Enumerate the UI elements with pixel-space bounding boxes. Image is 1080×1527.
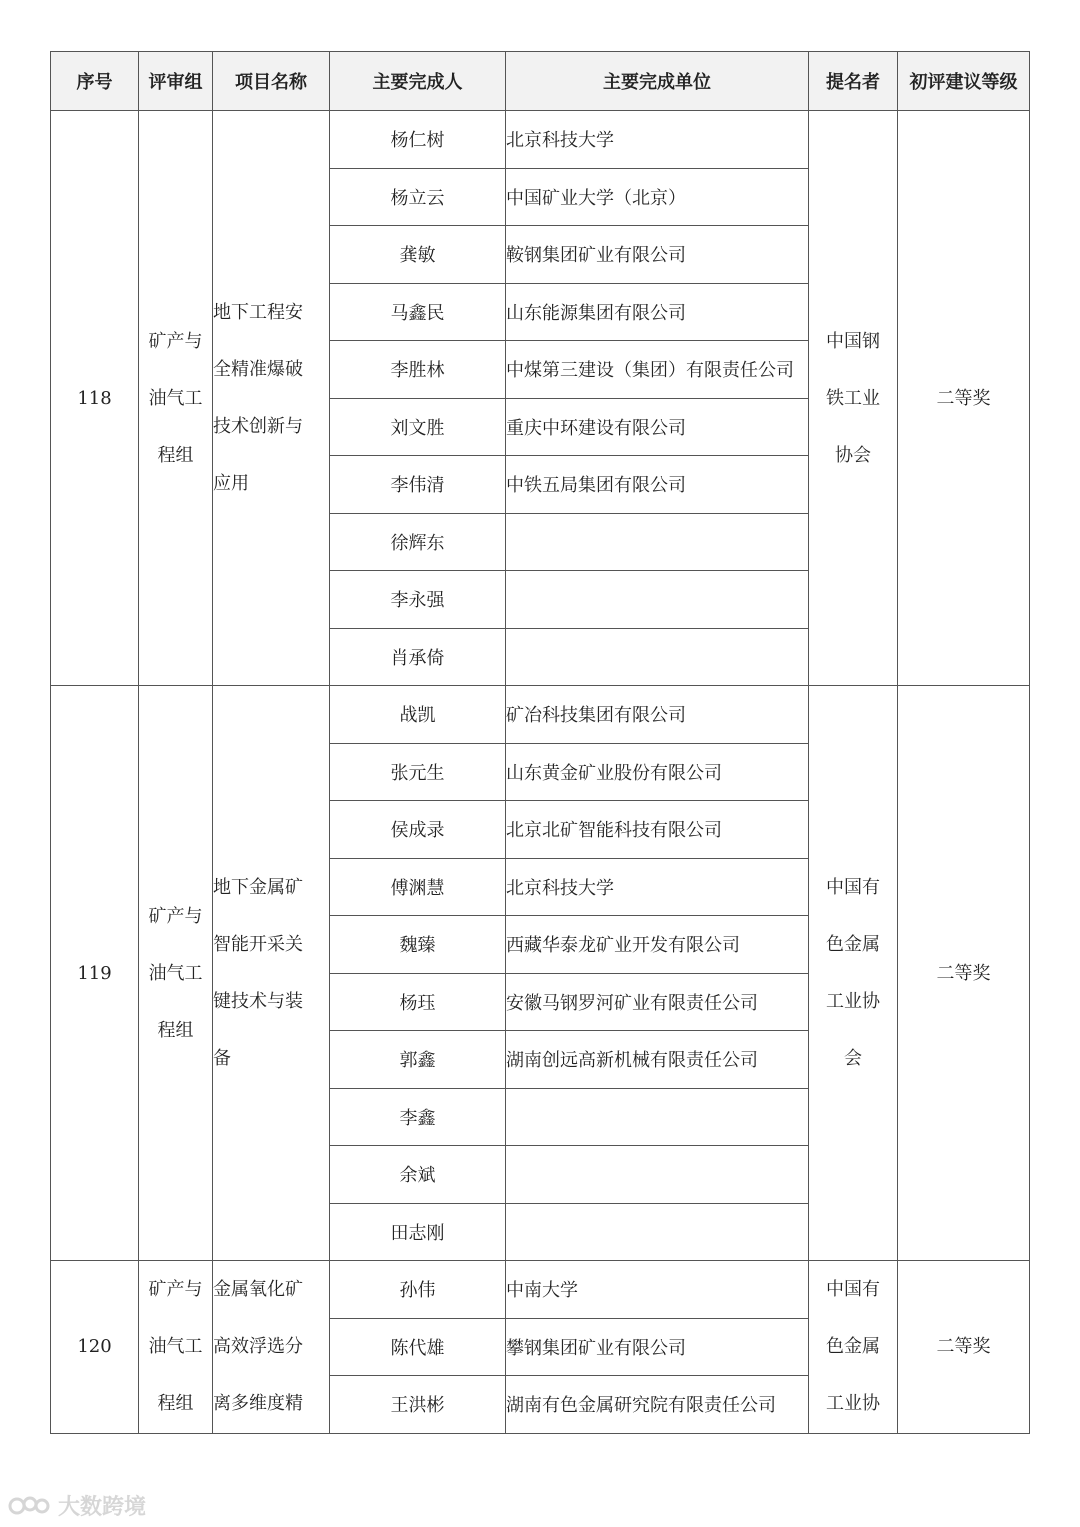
- nominator-line: 协会: [835, 444, 871, 466]
- project-name-line: 技术创新与: [213, 416, 303, 437]
- nominator-line: 会: [844, 1048, 862, 1069]
- project-name-line: 地下工程安: [213, 302, 303, 323]
- table-header: [51, 52, 1030, 111]
- main-unit: 矿冶科技集团有限公司: [506, 686, 809, 744]
- main-unit: 湖南创远高新机械有限责任公司: [506, 1031, 809, 1089]
- main-person: 杨珏: [330, 973, 506, 1031]
- project-name-line: 智能开采关: [213, 934, 303, 955]
- header-person: 主要完成人: [330, 52, 506, 111]
- main-person: 徐辉东: [330, 513, 506, 571]
- review-group-line: 程组: [157, 444, 194, 466]
- header-row: [51, 52, 1030, 111]
- main-unit: 中煤第三建设（集团）有限责任公司: [506, 341, 809, 399]
- main-unit: 鞍钢集团矿业有限公司: [506, 226, 809, 284]
- project-name-line: 金属氧化矿: [213, 1279, 303, 1301]
- nominator: [809, 686, 898, 1261]
- table-body: [51, 111, 1030, 1434]
- nominator: [809, 1261, 898, 1434]
- main-unit: 北京科技大学: [506, 858, 809, 916]
- project-number: 120: [51, 1261, 139, 1434]
- watermark: [8, 1490, 146, 1521]
- review-group-line: 矿产与: [148, 1279, 203, 1301]
- main-unit: 北京北矿智能科技有限公司: [506, 801, 809, 859]
- project-number: 119: [51, 686, 139, 1261]
- main-person: 李伟清: [330, 456, 506, 514]
- header-number: 序号: [51, 52, 139, 111]
- review-group-line: 矿产与: [148, 330, 203, 352]
- project-name: [213, 1261, 330, 1434]
- main-person: 李鑫: [330, 1088, 506, 1146]
- nominator-line: 工业协: [826, 991, 880, 1012]
- main-person: 田志刚: [330, 1203, 506, 1261]
- review-group-line: 油气工: [148, 387, 203, 409]
- project-number: 118: [51, 111, 139, 686]
- awards-table: [50, 51, 1030, 1434]
- main-person: 肖承倚: [330, 628, 506, 686]
- main-unit: [506, 1203, 809, 1261]
- main-unit: [506, 513, 809, 571]
- project-name-line: 备: [213, 1048, 231, 1069]
- project-name-line: 全精准爆破: [213, 359, 303, 380]
- nominator-line: 中国有: [826, 877, 880, 898]
- main-person: 侯成录: [330, 801, 506, 859]
- header-nominator: 提名者: [809, 52, 898, 111]
- main-unit: 山东黄金矿业股份有限公司: [506, 743, 809, 801]
- main-person: 龚敏: [330, 226, 506, 284]
- main-person: 杨仁树: [330, 111, 506, 169]
- watermark-text: 大数跨境: [58, 1495, 147, 1520]
- main-unit: 湖南有色金属研究院有限责任公司: [506, 1376, 809, 1434]
- main-person: 郭鑫: [330, 1031, 506, 1089]
- main-unit: 西藏华泰龙矿业开发有限公司: [506, 916, 809, 974]
- project-name-line: 应用: [213, 473, 249, 494]
- review-group-line: 程组: [157, 1019, 194, 1041]
- main-unit: 安徽马钢罗河矿业有限责任公司: [506, 973, 809, 1031]
- nominator-line: 工业协: [826, 1393, 880, 1415]
- main-person: 余斌: [330, 1146, 506, 1204]
- main-person: 陈代雄: [330, 1318, 506, 1376]
- review-group: [139, 1261, 213, 1434]
- project-name-line: 高效浮选分: [213, 1336, 303, 1358]
- project-name-line: 离多维度精: [213, 1393, 303, 1415]
- review-group-line: 油气工: [148, 1336, 203, 1358]
- main-person: 李胜林: [330, 341, 506, 399]
- review-group: [139, 686, 213, 1261]
- recommended-grade: 二等奖: [898, 1261, 1030, 1434]
- main-unit: [506, 1146, 809, 1204]
- header-project: 项目名称: [213, 52, 330, 111]
- review-group-line: 程组: [157, 1393, 194, 1415]
- main-unit: 山东能源集团有限公司: [506, 283, 809, 341]
- project-name: [213, 686, 330, 1261]
- table-row: [51, 686, 1030, 744]
- main-person: 李永强: [330, 571, 506, 629]
- main-person: 王洪彬: [330, 1376, 506, 1434]
- main-person: 马鑫民: [330, 283, 506, 341]
- nominator-line: 色金属: [826, 934, 880, 955]
- review-group: [139, 111, 213, 686]
- main-person: 杨立云: [330, 168, 506, 226]
- recommended-grade: 二等奖: [898, 111, 1030, 686]
- nominator: [809, 111, 898, 686]
- review-group-line: 油气工: [148, 962, 203, 984]
- main-unit: 攀钢集团矿业有限公司: [506, 1318, 809, 1376]
- nominator-line: 中国钢: [826, 330, 880, 352]
- main-person: 刘文胜: [330, 398, 506, 456]
- nominator-line: 中国有: [826, 1279, 880, 1301]
- table-row: [51, 1261, 1030, 1319]
- main-unit: 中南大学: [506, 1261, 809, 1319]
- header-group: 评审组: [139, 52, 213, 111]
- main-unit: 中国矿业大学（北京）: [506, 168, 809, 226]
- project-name: [213, 111, 330, 686]
- project-name-line: 键技术与装: [213, 991, 303, 1012]
- header-grade: 初评建议等级: [898, 52, 1030, 111]
- watermark-logo-icon: [8, 1493, 52, 1519]
- main-person: 张元生: [330, 743, 506, 801]
- main-person: 魏臻: [330, 916, 506, 974]
- nominator-line: 铁工业: [826, 387, 880, 409]
- main-unit: 中铁五局集团有限公司: [506, 456, 809, 514]
- nominator-line: 色金属: [826, 1336, 880, 1358]
- main-unit: [506, 628, 809, 686]
- main-person: 孙伟: [330, 1261, 506, 1319]
- table-row: [51, 111, 1030, 169]
- header-unit: 主要完成单位: [506, 52, 809, 111]
- recommended-grade: 二等奖: [898, 686, 1030, 1261]
- main-unit: 北京科技大学: [506, 111, 809, 169]
- main-person: 傅渊慧: [330, 858, 506, 916]
- review-group-line: 矿产与: [148, 905, 203, 927]
- main-person: 战凯: [330, 686, 506, 744]
- main-unit: 重庆中环建设有限公司: [506, 398, 809, 456]
- project-name-line: 地下金属矿: [213, 877, 303, 898]
- main-unit: [506, 1088, 809, 1146]
- main-unit: [506, 571, 809, 629]
